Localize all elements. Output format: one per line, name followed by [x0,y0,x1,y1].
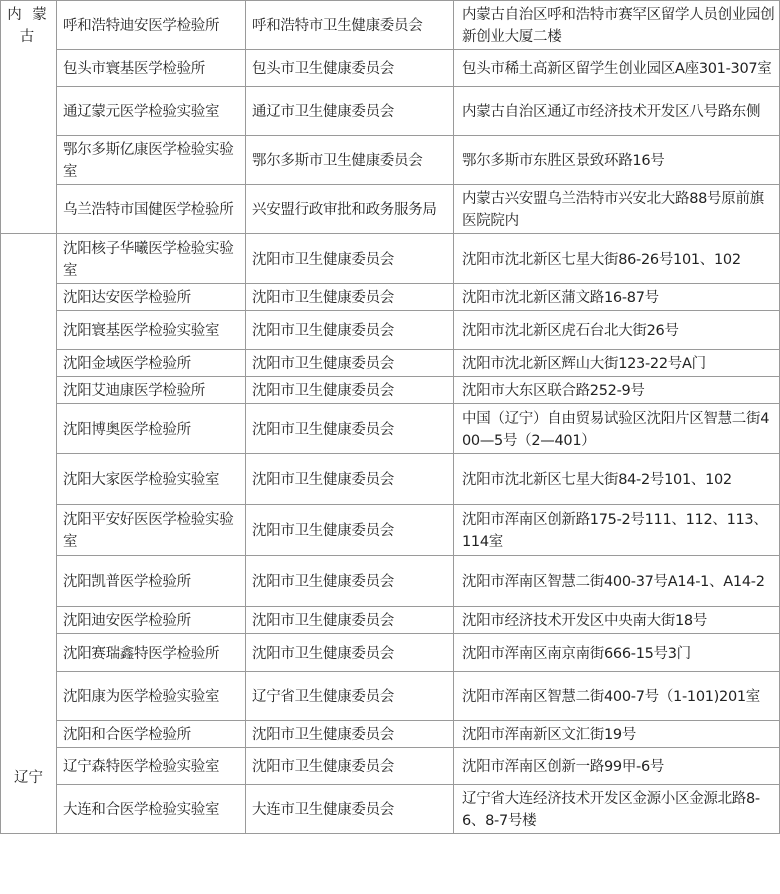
province-cell: 辽宁 [1,234,57,834]
address-cell: 沈阳市浑南区创新一路99甲-6号 [454,748,780,785]
address-cell: 包头市稀土高新区留学生创业园区A座301-307室 [454,50,780,87]
lab-name-cell: 包头市寰基医学检验所 [57,50,246,87]
table-row [1,311,780,350]
address-cell: 沈阳市浑南区南京南街666-15号3门 [454,634,780,672]
address-cell: 沈阳市浑南区创新路175-2号111、112、113、114室 [454,505,780,556]
lab-name-cell: 沈阳平安好医医学检验实验室 [57,505,246,556]
lab-name-cell: 沈阳迪安医学检验所 [57,607,246,634]
table-body [1,1,780,834]
authority-cell: 沈阳市卫生健康委员会 [246,505,454,556]
lab-name-cell: 沈阳达安医学检验所 [57,284,246,311]
authority-cell: 呼和浩特市卫生健康委员会 [246,1,454,50]
table-row [1,350,780,377]
table-row [1,607,780,634]
lab-name-cell: 鄂尔多斯亿康医学检验实验室 [57,136,246,185]
address-cell: 中国（辽宁）自由贸易试验区沈阳片区智慧二街400—5号（2—401） [454,404,780,454]
address-cell: 沈阳市沈北新区辉山大街123-22号A门 [454,350,780,377]
address-cell: 辽宁省大连经济技术开发区金源小区金源北路8-6、8-7号楼 [454,785,780,834]
address-cell: 内蒙古自治区通辽市经济技术开发区八号路东侧 [454,87,780,136]
authority-cell: 沈阳市卫生健康委员会 [246,748,454,785]
authority-cell: 通辽市卫生健康委员会 [246,87,454,136]
authority-cell: 沈阳市卫生健康委员会 [246,721,454,748]
table-row [1,505,780,556]
table-row [1,454,780,505]
authority-cell: 兴安盟行政审批和政务服务局 [246,185,454,234]
province-cell: 内 蒙 古 [1,1,57,234]
address-cell: 沈阳市浑南新区文汇街19号 [454,721,780,748]
lab-name-cell: 沈阳艾迪康医学检验所 [57,377,246,404]
address-cell: 沈阳市经济技术开发区中央南大街18号 [454,607,780,634]
table-row [1,234,780,284]
lab-name-cell: 沈阳寰基医学检验实验室 [57,311,246,350]
table-row [1,87,780,136]
address-cell: 内蒙古兴安盟乌兰浩特市兴安北大路88号原前旗医院院内 [454,185,780,234]
table-row [1,785,780,834]
lab-name-cell: 大连和合医学检验实验室 [57,785,246,834]
lab-name-cell: 通辽蒙元医学检验实验室 [57,87,246,136]
table-row [1,50,780,87]
authority-cell: 沈阳市卫生健康委员会 [246,556,454,607]
lab-name-cell: 沈阳和合医学检验所 [57,721,246,748]
authority-cell: 沈阳市卫生健康委员会 [246,284,454,311]
table-row [1,634,780,672]
address-cell: 沈阳市大东区联合路252-9号 [454,377,780,404]
authority-cell: 辽宁省卫生健康委员会 [246,672,454,721]
address-cell: 沈阳市沈北新区七星大街84-2号101、102 [454,454,780,505]
address-cell: 沈阳市浑南区智慧二街400-37号A14-1、A14-2 [454,556,780,607]
table-row [1,136,780,185]
table-row [1,185,780,234]
address-cell: 沈阳市沈北新区蒲文路16-87号 [454,284,780,311]
authority-cell: 鄂尔多斯市卫生健康委员会 [246,136,454,185]
table-row [1,672,780,721]
lab-name-cell: 沈阳核子华曦医学检验实验室 [57,234,246,284]
table-row [1,556,780,607]
authority-cell: 大连市卫生健康委员会 [246,785,454,834]
authority-cell: 沈阳市卫生健康委员会 [246,311,454,350]
address-cell: 沈阳市浑南区智慧二街400-7号（1-101)201室 [454,672,780,721]
lab-name-cell: 沈阳凯普医学检验所 [57,556,246,607]
authority-cell: 沈阳市卫生健康委员会 [246,454,454,505]
authority-cell: 沈阳市卫生健康委员会 [246,234,454,284]
authority-cell: 沈阳市卫生健康委员会 [246,607,454,634]
table-row [1,404,780,454]
authority-cell: 沈阳市卫生健康委员会 [246,634,454,672]
authority-cell: 沈阳市卫生健康委员会 [246,404,454,454]
address-cell: 内蒙古自治区呼和浩特市赛罕区留学人员创业园创新创业大厦二楼 [454,1,780,50]
lab-name-cell: 呼和浩特迪安医学检验所 [57,1,246,50]
lab-name-cell: 沈阳博奥医学检验所 [57,404,246,454]
authority-cell: 包头市卫生健康委员会 [246,50,454,87]
table-row [1,377,780,404]
lab-name-cell: 沈阳康为医学检验实验室 [57,672,246,721]
address-cell: 沈阳市沈北新区虎石台北大街26号 [454,311,780,350]
table-row [1,284,780,311]
lab-name-cell: 沈阳赛瑞鑫特医学检验所 [57,634,246,672]
lab-name-cell: 辽宁森特医学检验实验室 [57,748,246,785]
authority-cell: 沈阳市卫生健康委员会 [246,377,454,404]
table-row [1,721,780,748]
table-row [1,748,780,785]
lab-name-cell: 乌兰浩特市国健医学检验所 [57,185,246,234]
authority-cell: 沈阳市卫生健康委员会 [246,350,454,377]
lab-name-cell: 沈阳大家医学检验实验室 [57,454,246,505]
address-cell: 鄂尔多斯市东胜区景致环路16号 [454,136,780,185]
lab-name-cell: 沈阳金域医学检验所 [57,350,246,377]
table-row [1,1,780,50]
address-cell: 沈阳市沈北新区七星大街86-26号101、102 [454,234,780,284]
